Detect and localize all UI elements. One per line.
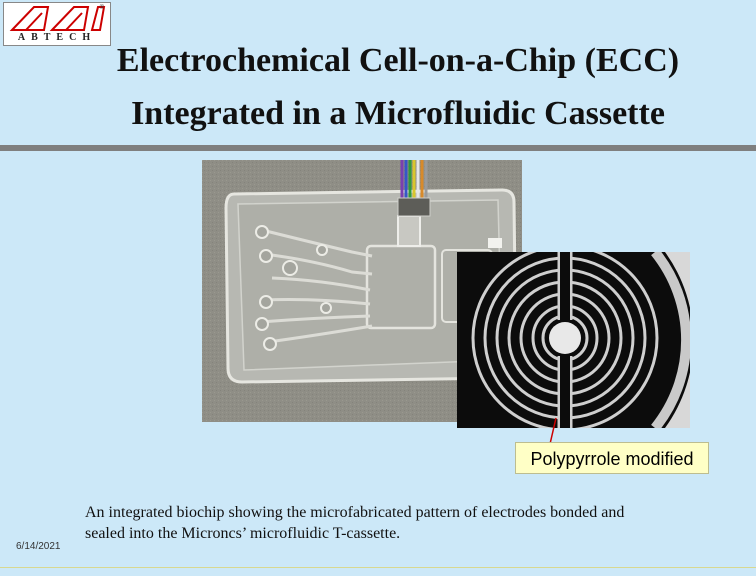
company-logo <box>3 2 111 46</box>
slide-title-line2: Integrated in a Microfluidic Cassette <box>131 95 665 132</box>
figure-caption <box>85 502 705 544</box>
logo-mark-icon <box>4 3 110 33</box>
footer-divider <box>0 567 756 568</box>
title-divider <box>0 145 756 151</box>
polypyrrole-callout: Polypyrrole modified <box>515 442 709 474</box>
electrode-micrograph <box>457 252 690 428</box>
slide-title-line1: Electrochemical Cell-on-a-Chip (ECC) <box>116 42 680 79</box>
caption-line2: sealed into the Microncs’ microfluidic T-cassette. <box>85 525 401 542</box>
caption-line1: An integrated biochip showing the microfabricated pattern of electrodes bonded and <box>85 504 625 521</box>
interdigitated-electrode-illustration <box>457 252 690 428</box>
slide-date: 6/14/2021 <box>16 541 61 552</box>
logo-trademark: ® <box>99 5 104 11</box>
logo-wordmark: ABTECH <box>17 32 97 43</box>
